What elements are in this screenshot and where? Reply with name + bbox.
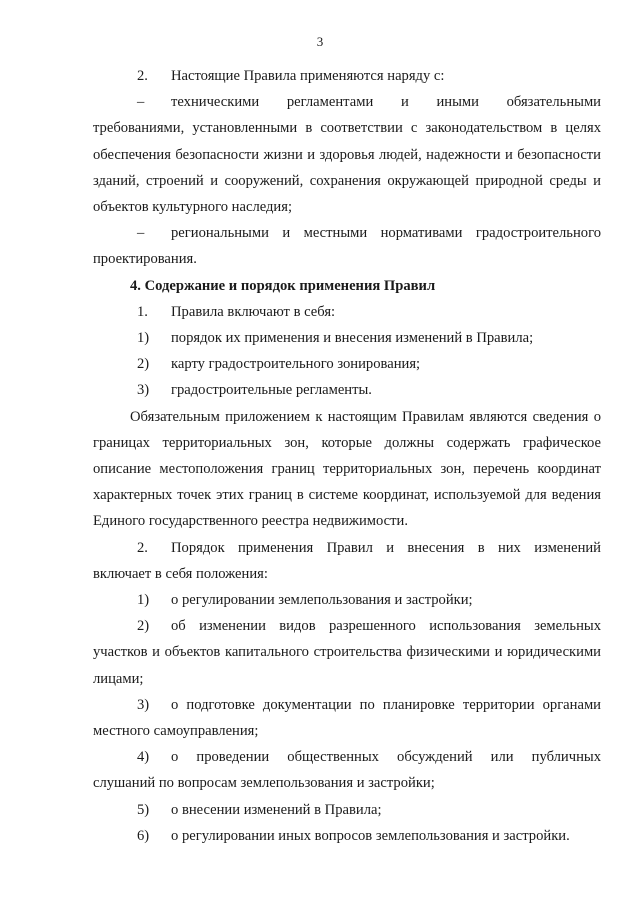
item-text: о внесении изменений в Правила; <box>171 801 382 818</box>
paragraph-text: Правила включают в себя: <box>171 303 336 320</box>
item-number: 2) <box>137 618 150 635</box>
list-item <box>93 325 601 351</box>
dash-marker: – <box>137 94 145 111</box>
section-2 <box>93 535 601 587</box>
dash-marker: – <box>137 225 145 242</box>
item-number: 2) <box>137 356 150 373</box>
section-1 <box>93 299 601 325</box>
list-item <box>93 797 601 823</box>
paragraph-2 <box>93 63 601 89</box>
item-continuation: местного самоуправления; <box>93 723 259 740</box>
paragraph-text: Настоящие Правила применяются наряду с: <box>171 68 445 84</box>
list-item <box>93 744 601 796</box>
list-item <box>93 692 601 744</box>
item-continuation: требованиями, установленными в соответствии с законодательством в целях обеспечения безопасности жизни и здоровья людей, надежности и безопасности зданий, строений и сооружений, сохранения окружающей природной среды и объектов культурного наследия; <box>93 120 601 216</box>
item-number: 1) <box>137 592 150 609</box>
paragraph-number: 1. <box>137 303 148 320</box>
paragraph-number: 2. <box>137 539 148 556</box>
paragraph-continuation: включает в себя положения: <box>93 565 268 582</box>
paragraph-number: 2. <box>137 68 148 84</box>
item-text: градостроительные регламенты. <box>171 382 372 399</box>
item-first-line: о подготовке документации по планировке территории органами <box>171 696 601 713</box>
item-continuation: участков и объектов капитального строительства физическими и юридическими лицами; <box>93 644 601 687</box>
item-first-line: региональными и местными нормативами градостроительного <box>171 225 601 242</box>
list-item <box>93 587 601 613</box>
item-continuation: проектирования. <box>93 251 197 268</box>
item-number: 6) <box>137 827 150 844</box>
item-number: 3) <box>137 382 150 399</box>
item-number: 3) <box>137 696 150 713</box>
page-number: 3 <box>316 34 324 49</box>
item-text: о регулировании иных вопросов землепользования и застройки. <box>171 827 570 844</box>
item-text: о регулировании землепользования и застройки; <box>171 592 473 609</box>
list-item <box>93 823 601 849</box>
item-first-line: техническими регламентами и иными обязательными <box>171 94 601 111</box>
item-continuation: слушаний по вопросам землепользования и застройки; <box>93 775 435 792</box>
list-item-regional-norms <box>93 220 601 272</box>
item-text: порядок их применения и внесения изменений в Правила; <box>171 330 534 347</box>
item-number: 1) <box>137 330 150 347</box>
item-first-line: о проведении общественных обсуждений или публичных <box>171 749 601 766</box>
list-item <box>93 613 601 692</box>
section-heading: 4. Содержание и порядок применения Правил <box>130 277 436 294</box>
item-number: 5) <box>137 801 150 818</box>
item-text: карту градостроительного зонирования; <box>171 356 421 373</box>
item-number: 4) <box>137 749 150 766</box>
paragraph-first-line: Порядок применения Правил и внесения в них изменений <box>171 539 601 556</box>
list-item <box>93 351 601 377</box>
list-item <box>93 377 601 403</box>
item-first-line: об изменении видов разрешенного использования земельных <box>171 618 601 635</box>
list-item-technical-regulations <box>93 89 601 220</box>
annex-paragraph: Обязательным приложением к настоящим Правилам являются сведения о границах территориальных зон, которые должны содержать графическое описание местоположения границ территориальных зон, перечень координат характерных точек этих границ в системе координат, используемой для ведения Единого государственного реестра недвижимости. <box>93 408 601 530</box>
document-body <box>93 63 601 849</box>
